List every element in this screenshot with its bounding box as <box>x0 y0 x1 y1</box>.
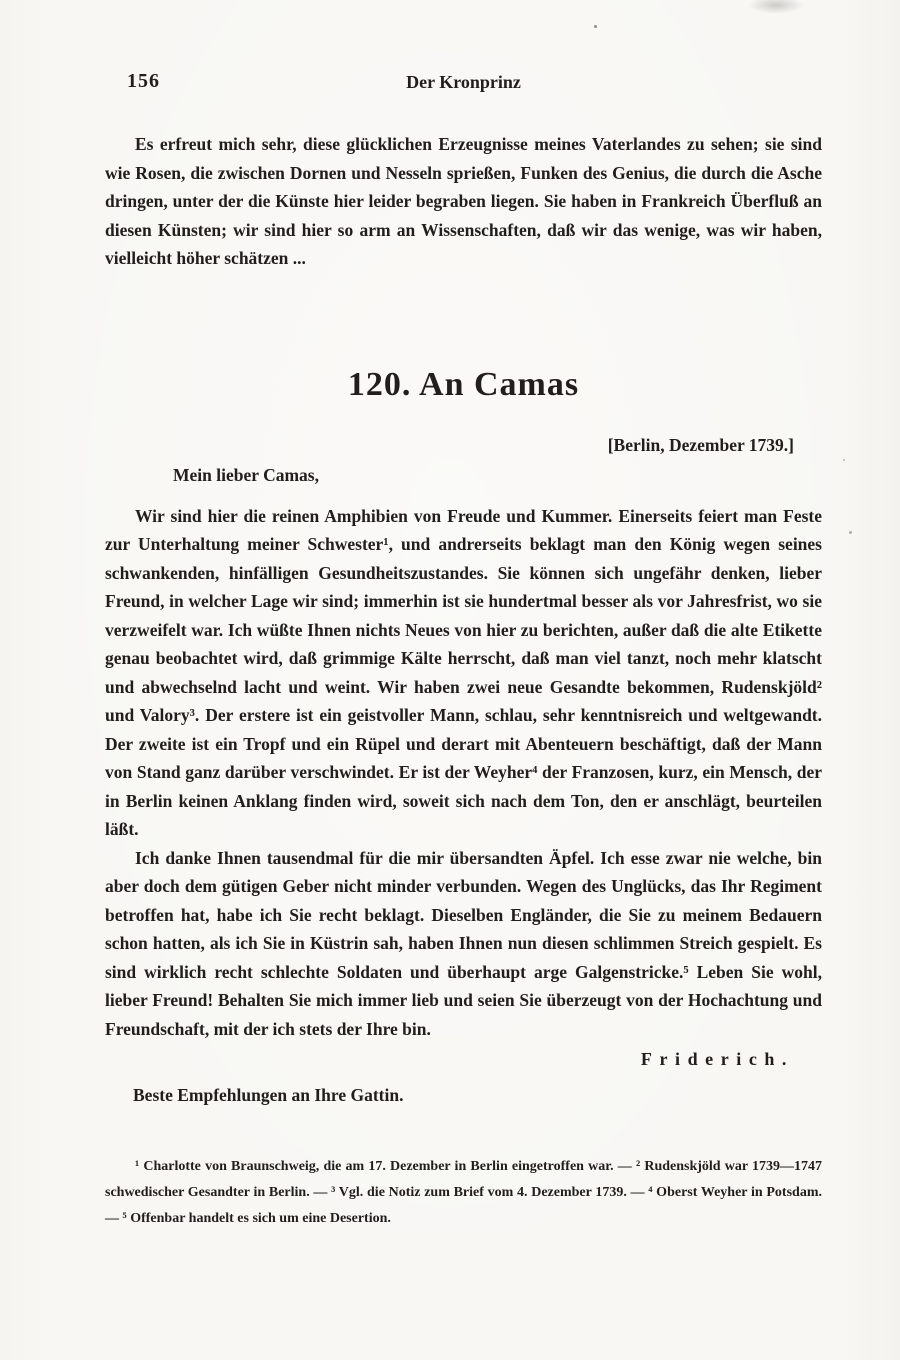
scan-speck <box>843 459 845 461</box>
footnotes: ¹ Charlotte von Braunschweig, die am 17. Dezember in Berlin eingetroffen war. — ² Rudenskjöld war 1739—1747 schwedischer Gesandter in Berlin. — ³ Vgl. die Notiz zum Brief vom 4. Dezember 1739. — ⁴ Oberst Weyher in Potsdam. — ⁵ Offenbar handelt es sich um eine Desertion. <box>105 1158 822 1226</box>
letter-heading: 120. An Camas <box>347 365 580 403</box>
letter-salutation: Mein lieber Camas, <box>173 465 319 485</box>
text-column <box>105 0 822 1232</box>
page-header <box>105 70 822 98</box>
scan-speck <box>849 531 852 534</box>
intro-paragraph: Es erfreut mich sehr, diese glücklichen Erzeugnisse meines Vaterlandes zu sehen; sie sind wie Rosen, die zwischen Dornen und Nesseln sprießen, Funken des Genius, die durch die Asche dringen, unter der die Künste hier leider begraben liegen. Sie haben in Frankreich Überfluß an diesen Künsten; wir sind hier so arm an Wissenschaften, daß wir das wenige, was wir haben, vielleicht höher schätzen ... <box>105 134 822 268</box>
page-number: 156 <box>127 70 160 92</box>
running-header: Der Kronprinz <box>406 72 521 92</box>
letter-paragraph-2: Ich danke Ihnen tausendmal für die mir übersandten Äpfel. Ich esse zwar nie welche, bin aber doch dem gütigen Geber nicht minder verbunden. Wegen des Unglücks, das Ihr Regiment betroffen hat, habe ich Sie recht beklagt. Dieselben Engländer, die Sie zu meinem Bedauern schon hatten, als ich Sie in Küstrin sah, haben Ihnen nun diesen schlimmen Streich gespielt. Es sind wirklich recht schlechte Soldaten und überhaupt arge Galgenstricke.⁵ Leben Sie wohl, lieber Freund! Behalten Sie mich immer lieb und seien Sie überzeugt von der Hochachtung und Freundschaft, mit der ich stets der Ihre bin. <box>105 847 822 1039</box>
letter-signature: Friderich. <box>640 1049 794 1069</box>
letter-paragraph-1: Wir sind hier die reinen Amphibien von Freude und Kummer. Einerseits feiert man Feste zur Unterhaltung meiner Schwester¹, und andrerseits beklagt man den König wegen seines schwankenden, hinfälligen Gesundheitszustandes. Sie können sich ungefähr denken, lieber Freund, in welcher Lage wir sind; immerhin ist sie hundertmal besser als vor Jahresfrist, wo sie verzweifelt war. Ich wüßte Ihnen nichts Neues von hier zu berichten, außer daß die alte Etikette genau beobachtet wird, daß grimmige Kälte herrscht, daß man viel tanzt, noch mehr klatscht und abwechselnd lacht und weint. Wir haben zwei neue Gesandte bekommen, Rudenskjöld² und Valory³. Der erstere ist ein geistvoller Mann, schlau, sehr kenntnisreich und weltgewandt. Der zweite ist ein Tropf und ein Rüpel und derart mit Abenteuern beschäftigt, daß der Mann von Stand ganz darüber verschwindet. Er ist der Weyher⁴ der Franzosen, kurz, ein Mensch, der in Berlin keinen Anklang finden wird, soweit sich nach dem Ton, den er anschlägt, beurteilen läßt. <box>105 505 822 839</box>
letter-postscript: Beste Empfehlungen an Ihre Gattin. <box>133 1085 404 1105</box>
letter-dateline: [Berlin, Dezember 1739.] <box>607 434 794 455</box>
letter-body <box>105 502 822 1044</box>
